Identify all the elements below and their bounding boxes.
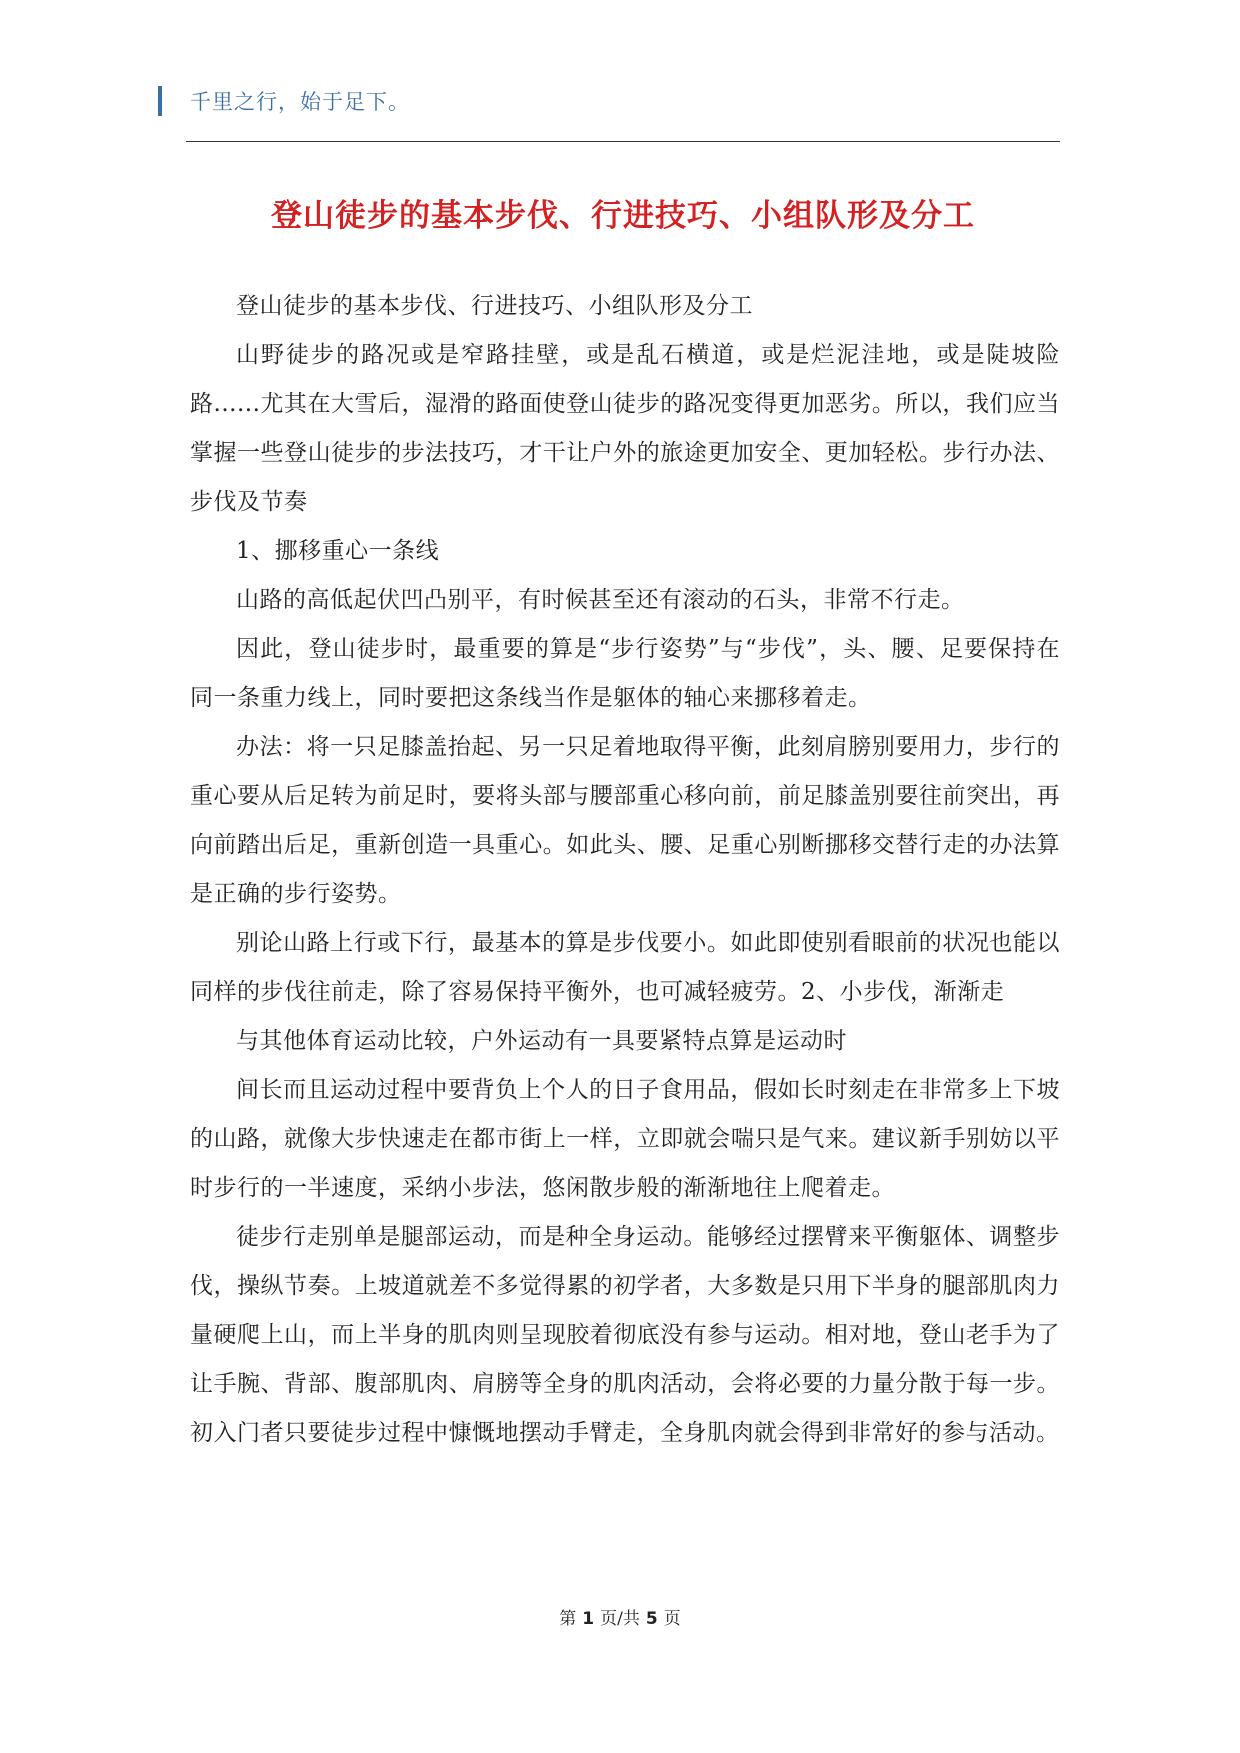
body-paragraph: 徒步行走别单是腿部运动，而是种全身运动。能够经过摆臂来平衡躯体、调整步伐，操纵节奏。上坡道就差不多觉得累的初学者，大多数是只用下半身的腿部肌肉力量硬爬上山，而上半身的肌肉则呈现胶着彻底没有参与运动。相对地，登山老手为了让手腕、背部、腹部肌肉、肩膀等全身的肌肉活动，会将必要的力量分散于每一步。初入门者只要徒步过程中慷慨地摆动手臂走，全身肌肉就会得到非常好的参与活动。 — [190, 1224, 1060, 1446]
body-paragraph: 间长而且运动过程中要背负上个人的日子食用品，假如长时刻走在非常多上下坡的山路，就像大步快速走在都市街上一样，立即就会喘只是气来。建议新手别妨以平时步行的一半速度，采纳小步法，悠闲散步般的渐渐地往上爬着走。 — [190, 1077, 1060, 1201]
body-paragraph: 因此，登山徒步时，最重要的算是“步行姿势”与“步伐”，头、腰、足要保持在同一条重力线上，同时要把这条线当作是躯体的轴心来挪移着走。 — [190, 636, 1060, 711]
header-accent-bar — [158, 86, 162, 116]
footer-prefix: 第 — [559, 1609, 577, 1629]
header-motto: 千里之行，始于足下。 — [190, 90, 410, 114]
current-page-number: 1 — [582, 1609, 595, 1629]
document-body — [190, 282, 1060, 1458]
body-paragraph: 山路的高低起伏凹凸别平，有时候甚至还有滚动的石头，非常不行走。 — [236, 587, 965, 613]
page-number-footer — [0, 1607, 1240, 1631]
document-title: 登山徒步的基本步伐、行进技巧、小组队形及分工 — [271, 198, 975, 234]
body-paragraph: 登山徒步的基本步伐、行进技巧、小组队形及分工 — [236, 293, 753, 319]
footer-suffix: 页 — [663, 1609, 681, 1629]
body-paragraph: 办法：将一只足膝盖抬起、另一只足着地取得平衡，此刻肩膀别要用力，步行的重心要从后足转为前足时，要将头部与腰部重心移向前，前足膝盖别要往前突出，再向前踏出后足，重新创造一具重心。如此头、腰、足重心别断挪移交替行走的办法算是正确的步行姿势。 — [190, 734, 1060, 907]
body-paragraph: 与其他体育运动比较，户外运动有一具要紧特点算是运动时 — [236, 1028, 847, 1054]
total-pages-number: 5 — [645, 1609, 658, 1629]
body-paragraph: 别论山路上行或下行，最基本的算是步伐要小。如此即使别看眼前的状况也能以同样的步伐往前走，除了容易保持平衡外，也可减轻疲劳。2、小步伐，渐渐走 — [190, 930, 1060, 1005]
header-divider — [186, 141, 1060, 142]
body-paragraph: 山野徒步的路况或是窄路挂壁，或是乱石横道，或是烂泥洼地，或是陡坡险路......尤其在大雪后，湿滑的路面使登山徒步的路况变得更加恶劣。所以，我们应当掌握一些登山徒步的步法技巧，才干让户外的旅途更加安全、更加轻松。步行办法、步伐及节奏 — [190, 342, 1060, 515]
body-paragraph: 1、挪移重心一条线 — [236, 538, 440, 564]
footer-middle: 页/共 — [600, 1609, 640, 1629]
